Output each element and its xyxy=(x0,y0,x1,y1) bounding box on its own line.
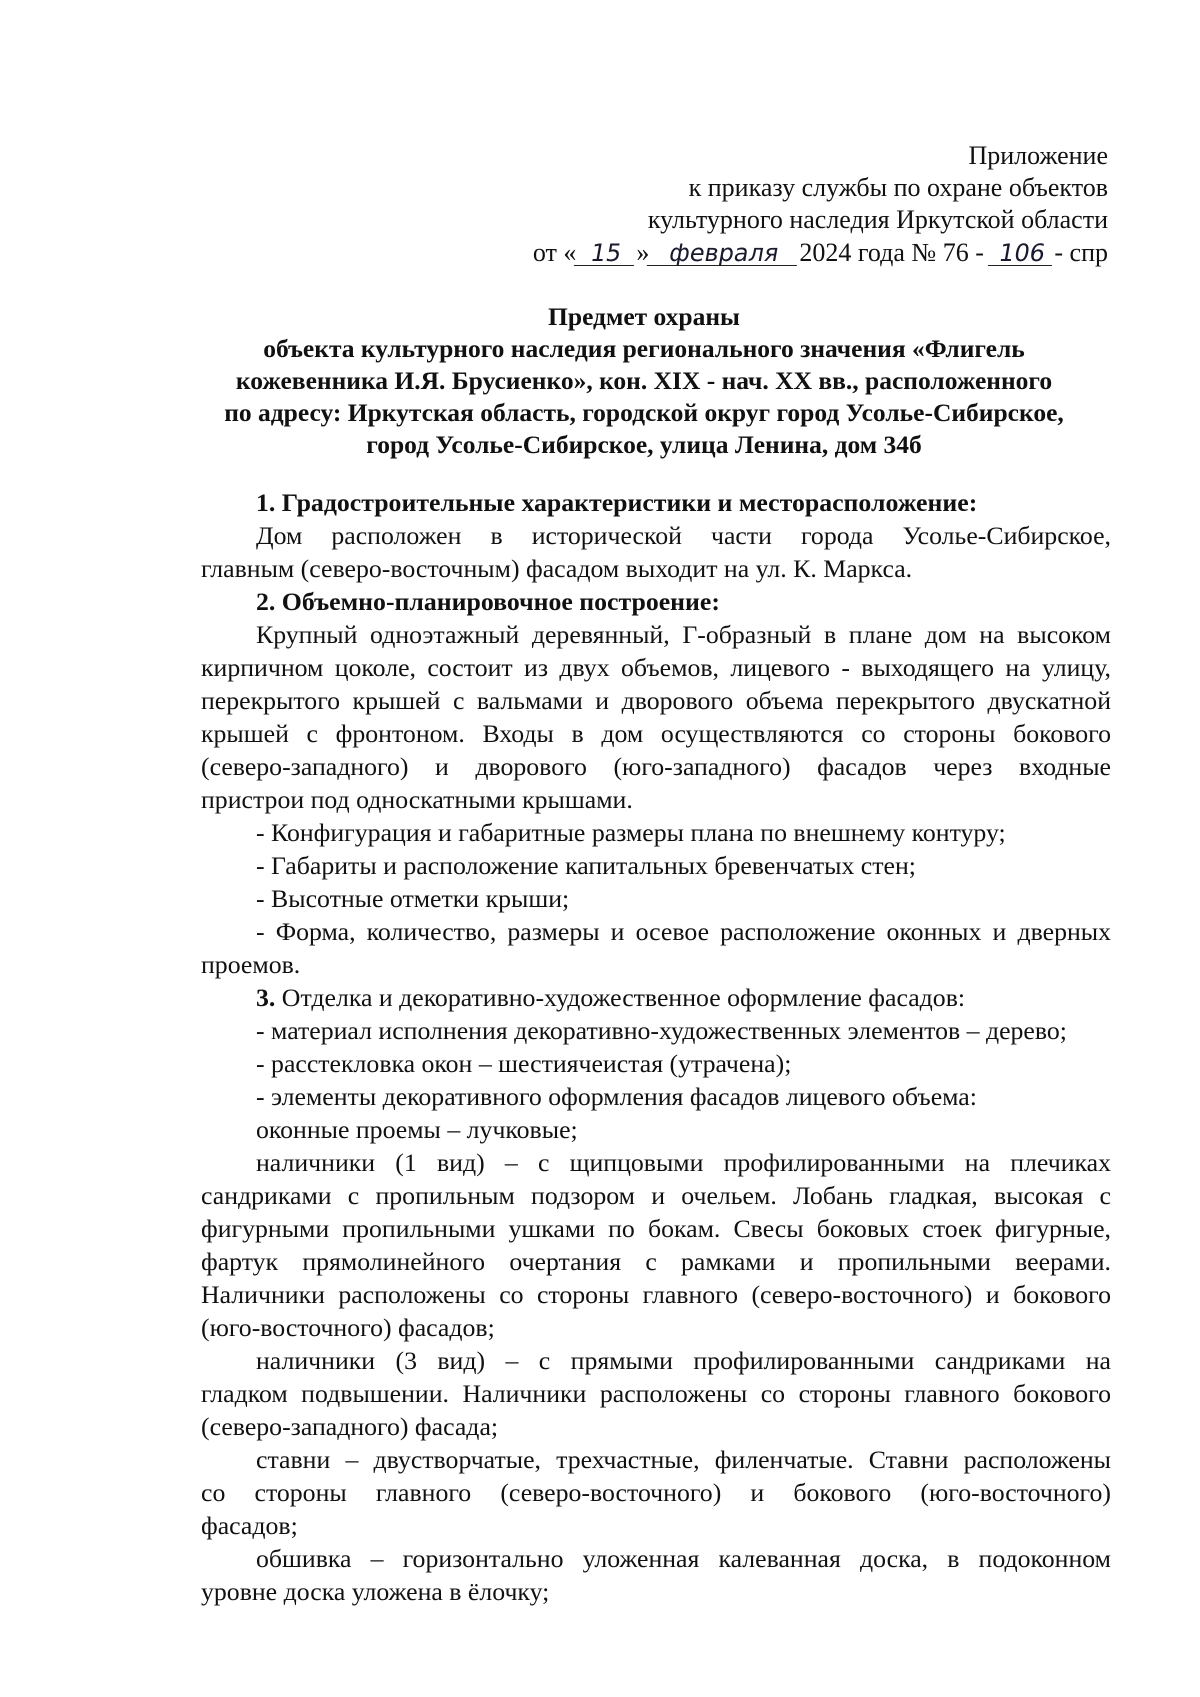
list-item: - расстекловка окон – шестиячеистая (утрачена); xyxy=(256,1049,792,1078)
paragraph-line: сандриками с пропильным подзором и очельем. Лобань гладкая, высокая с xyxy=(201,1181,1111,1210)
paragraph-line: гладком подвышении. Наличники расположены со стороны главного бокового xyxy=(201,1379,1111,1408)
order-suffix: - спр xyxy=(1054,238,1108,267)
paragraph-line: (северо-западного) и дворового (юго-западного) фасадов через входные xyxy=(201,752,1111,781)
paragraph-line: ставни – двустворчатые, трехчастные, филенчатые. Ставни расположены xyxy=(256,1445,1111,1474)
paragraph-line: пристрои под односкатными крышами. xyxy=(201,785,633,814)
title-line: объекта культурного наследия регионального значения «Флигель xyxy=(263,334,1025,363)
date-separator: » xyxy=(636,238,650,267)
paragraph-line: проемов. xyxy=(201,950,301,979)
paragraph-line: наличники (3 вид) – с прямыми профилированными сандриками на xyxy=(256,1346,1111,1375)
paragraph-line: со стороны главного (северо-восточного) и бокового (юго-восточного) xyxy=(201,1478,1111,1507)
order-reference-line: к приказу службы по охране объектов xyxy=(688,173,1108,202)
paragraph-line: Крупный одноэтажный деревянный, Г-образный в плане дом на высоком xyxy=(256,620,1111,649)
paragraph-line: Наличники расположены со стороны главного (северо-восточного) и бокового xyxy=(201,1280,1111,1309)
order-date-line xyxy=(533,237,1108,269)
section-heading xyxy=(256,981,1111,1014)
paragraph-line: Дом расположен в исторической части города Усолье-Сибирское, xyxy=(256,521,1111,550)
list-item: - Высотные отметки крыши; xyxy=(256,884,570,913)
title-line: по адресу: Иркутская область, городской округ город Усолье-Сибирское, xyxy=(224,398,1064,427)
handwritten-order-number: 106 xyxy=(988,241,1056,266)
document-heading: Предмет охраны xyxy=(548,302,740,331)
section-heading: 2. Объемно-планировочное построение: xyxy=(256,587,720,616)
paragraph-line: оконные проемы – лучковые; xyxy=(256,1115,578,1144)
paragraph-line: главным (северо-восточным) фасадом выходит на ул. К. Маркса. xyxy=(201,554,913,583)
paragraph-line: фигурными пропильными ушками по бокам. Свесы боковых стоек фигурные, xyxy=(201,1214,1111,1243)
section-title: Отделка и декоративно-художественное оформление фасадов: xyxy=(275,983,966,1012)
list-item: - материал исполнения декоративно-художественных элементов – дерево; xyxy=(256,1016,1067,1045)
paragraph-line: крышей с фронтоном. Входы в дом осуществляются со стороны бокового xyxy=(201,719,1111,748)
date-year: 2024 года № 76 - xyxy=(799,238,984,267)
paragraph-line: фартук прямолинейного очертания с рамками и пропильными веерами. xyxy=(201,1247,1111,1276)
paragraph-line: уровне доска уложена в ёлочку; xyxy=(201,1577,550,1606)
list-item: - Форма, количество, размеры и осевое расположение оконных и дверных xyxy=(256,917,1111,946)
paragraph-line: фасадов; xyxy=(201,1511,298,1540)
handwritten-day: 15 xyxy=(574,241,638,266)
section-number: 3. xyxy=(256,983,276,1012)
paragraph-line: (северо-западного) фасада; xyxy=(201,1412,499,1441)
list-item: - Габариты и расположение капитальных бревенчатых стен; xyxy=(256,851,916,880)
handwritten-month: февраля xyxy=(647,241,801,266)
title-line: город Усолье-Сибирское, улица Ленина, дом 34б xyxy=(366,430,922,459)
section-heading: 1. Градостроительные характеристики и месторасположение: xyxy=(256,488,978,517)
title-line: кожевенника И.Я. Брусиенко», кон. XIX - нач. XX вв., расположенного xyxy=(235,366,1053,395)
list-item: - элементы декоративного оформления фасадов лицевого объема: xyxy=(256,1082,977,1111)
list-item: - Конфигурация и габаритные размеры плана по внешнему контуру; xyxy=(256,818,1006,847)
paragraph-line: кирпичном цоколе, состоит из двух объемов, лицевого - выходящего на улицу, xyxy=(201,653,1111,682)
agency-line: культурного наследия Иркутской области xyxy=(647,205,1108,234)
paragraph-line: обшивка – горизонтально уложенная калеванная доска, в подоконном xyxy=(256,1544,1111,1573)
date-prefix: от « xyxy=(532,238,577,267)
paragraph-line: перекрытого крышей с вальмами и дворового объема перекрытого двускатной xyxy=(201,686,1111,715)
appendix-label: Приложение xyxy=(968,141,1108,170)
paragraph-line: (юго-восточного) фасадов; xyxy=(201,1313,495,1342)
paragraph-line: наличники (1 вид) – с щипцовыми профилированными на плечиках xyxy=(256,1148,1111,1177)
